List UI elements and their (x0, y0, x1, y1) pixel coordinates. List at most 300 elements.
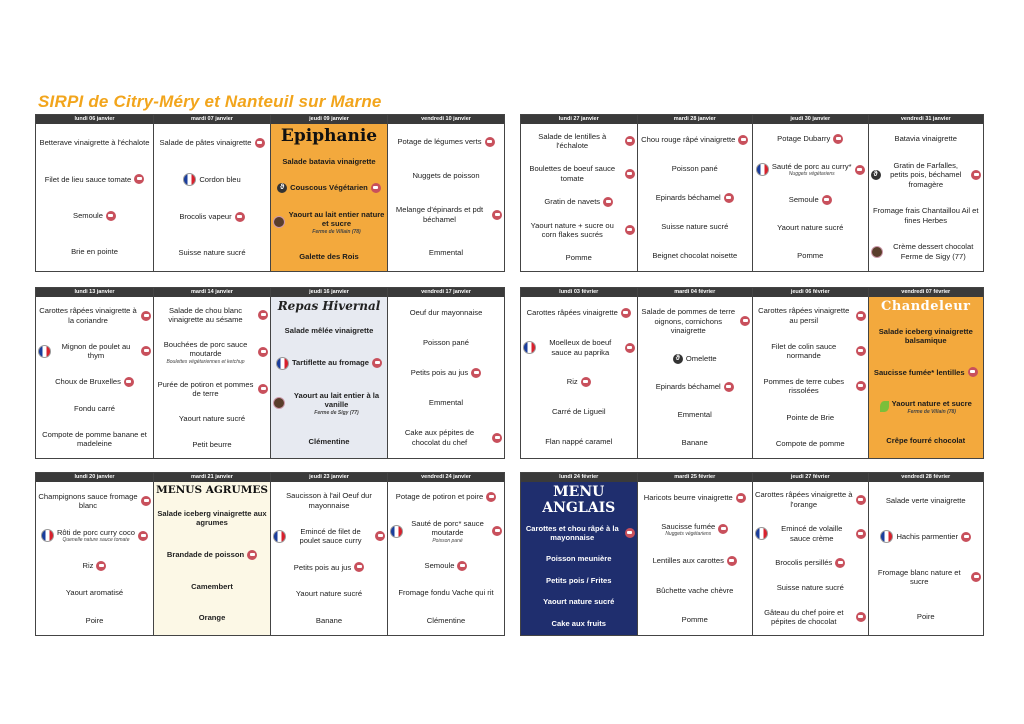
day-column (270, 473, 387, 635)
menu-item (523, 524, 635, 543)
day-header: jeudi 30 janvier (753, 115, 868, 124)
dish-name: Epinards béchamel (655, 381, 721, 391)
day-header: lundi 27 janvier (521, 115, 637, 124)
dish-name: Petits pois au jus (410, 368, 469, 378)
dish-name: Yaourt nature et sucre (891, 399, 972, 409)
pot-icon (258, 384, 268, 394)
french-flag-icon (390, 525, 403, 538)
menu-item (755, 583, 866, 593)
menu-item (273, 183, 385, 193)
menu-item (523, 575, 635, 585)
dish-name: Compote de pomme (775, 439, 845, 448)
dish-name: Fondu carré (74, 403, 115, 413)
menu-item (38, 430, 151, 449)
menu-item (156, 550, 268, 560)
french-flag-icon (183, 173, 196, 186)
day-column (752, 115, 868, 271)
dish-name: Salade de pâtes vinaigrette (159, 138, 252, 147)
dish-name: Suisse nature sucré (776, 583, 844, 593)
menu-item (755, 162, 866, 178)
day-header: lundi 06 janvier (36, 115, 153, 124)
menu-item (871, 612, 982, 622)
dish-alternative: Ferme de Villain (78) (312, 228, 361, 235)
dish-alternative: Quenelle nature sauce tomate (62, 537, 130, 544)
menu-item (390, 492, 502, 502)
menu-item (38, 174, 151, 184)
dish-name: Melange d'épinards et pdt béchamel (395, 205, 484, 224)
pot-icon (141, 311, 151, 321)
menu-item (38, 403, 151, 413)
pot-icon (235, 212, 245, 222)
menu-item (38, 588, 151, 598)
dish-name: Salade de pommes de terre oignons, cornichons vinaigrette (641, 307, 736, 336)
dish-name: Riz (82, 560, 94, 570)
dish-alternative: Boulettes végétariennes et ketchup (166, 358, 245, 365)
dish-name: Yaourt nature sucré (777, 223, 844, 233)
menu-item (273, 437, 385, 447)
pot-icon (833, 134, 843, 144)
menu-item (640, 135, 751, 145)
pot-icon (621, 308, 631, 318)
dish-name: Petits pois / Frites (546, 575, 612, 585)
menu-item (273, 391, 385, 416)
dish-name: Suisse nature sucré (178, 247, 246, 257)
menu-item (38, 377, 151, 387)
pot-icon (738, 135, 748, 145)
french-flag-icon (273, 530, 286, 543)
menu-item (273, 589, 385, 599)
dish-name: Semoule (424, 561, 455, 571)
pot-icon (258, 347, 268, 357)
menu-item (390, 338, 502, 348)
pot-icon (625, 136, 635, 146)
menu-item (390, 519, 502, 544)
dish-name: Yaourt au lait entier nature et sucre (288, 209, 385, 229)
dish-name: Haricots beurre vinaigrette (643, 492, 733, 502)
pot-icon (471, 368, 481, 378)
dish-name: Petit beurre (192, 439, 232, 449)
menu-item (871, 367, 982, 377)
dish-name: Emincé de filet de poulet sauce curry (299, 526, 362, 546)
day-column (36, 473, 153, 635)
menu-item (390, 368, 502, 378)
day-header: vendredi 31 janvier (869, 115, 984, 124)
menu-item (38, 342, 151, 361)
pot-icon (727, 556, 737, 566)
dish-name: Champignons sauce fromage blanc (38, 491, 138, 511)
french-flag-icon (755, 527, 768, 540)
day-header: mardi 07 janvier (154, 115, 270, 124)
pot-icon (492, 210, 502, 220)
dish-name: Brocolis persillés (775, 558, 833, 568)
dish-name: Hachis parmentier (896, 531, 959, 541)
pot-icon (138, 531, 148, 541)
menu-item (38, 247, 151, 257)
day-header: mardi 25 février (638, 473, 753, 482)
week-block (35, 287, 505, 459)
menu-item (390, 615, 502, 625)
dish-name: Yaourt nature sucré (178, 414, 246, 424)
dish-name: Omelette (685, 353, 717, 363)
day-header: lundi 13 janvier (36, 288, 153, 297)
theme-title: Repas Hivernal (277, 299, 381, 313)
week-block (520, 114, 984, 272)
menu-item (38, 615, 151, 625)
leaf-icon (880, 401, 889, 412)
day-column (637, 288, 753, 458)
menu-item (390, 137, 502, 147)
farm-icon (273, 397, 285, 409)
dish-name: Gâteau du chef poire et pépites de chocolat (764, 607, 844, 627)
day-header: lundi 03 février (521, 288, 637, 297)
dish-name: Orange (198, 613, 226, 623)
dish-name: Flan nappé caramel (545, 437, 613, 447)
pot-icon (856, 346, 866, 356)
vegetarian-icon: ϑ (871, 170, 881, 180)
menu-item (640, 438, 751, 448)
menu-item (523, 253, 635, 263)
pot-icon (625, 225, 635, 235)
day-column (153, 473, 270, 635)
dish-name: Bouchées de porc sauce moutarde (163, 339, 248, 359)
day-header: mardi 21 janvier (154, 473, 270, 482)
menu-item (871, 568, 982, 587)
menu-item (523, 221, 635, 240)
dish-name: Filet de colin sauce normande (771, 341, 837, 361)
menu-item (640, 556, 751, 566)
dish-name: Fromage frais Chantaillou Ail et fines Herbes (872, 206, 979, 225)
pot-icon (856, 381, 866, 391)
pot-icon (255, 138, 265, 148)
pot-icon (724, 193, 734, 203)
dish-name: Rôti de porc curry coco (56, 527, 136, 537)
dish-name: Pointe de Brie (786, 412, 835, 422)
dish-name: Moelleux de boeuf sauce au paprika (549, 338, 612, 357)
dish-name: Beignet chocolat noisette (652, 250, 738, 260)
dish-name: Poire (916, 611, 935, 621)
dish-name: Clémentine (308, 436, 350, 446)
dish-name: Mignon de poulet au thym (61, 341, 131, 361)
menu-item (755, 195, 866, 205)
dish-name: Couscous Végétarien (290, 183, 368, 193)
day-header: mardi 14 janvier (154, 288, 270, 297)
dish-name: Potage de légumes verts (397, 137, 482, 147)
dish-name: Tartiflette au fromage (291, 358, 370, 368)
menu-item (640, 522, 751, 538)
menu-item (640, 193, 751, 203)
dish-name: Saucisson à l'ail Oeuf dur mayonnaise (286, 491, 372, 510)
dish-name: Cordon bleu (199, 175, 241, 184)
dish-name: Sauté de porc* sauce moutarde (411, 518, 484, 538)
dish-name: Purée de potiron et pommes de terre (157, 379, 254, 399)
menu-item (273, 210, 385, 235)
pot-icon (724, 382, 734, 392)
menu-item (156, 581, 268, 591)
page-title: SIRPI de Citry-Méry et Nanteuil sur Marne (38, 92, 382, 111)
menu-item (156, 439, 268, 449)
menu-item (871, 161, 982, 190)
dish-name: Poisson pané (671, 163, 718, 173)
theme-title: Epiphanie (280, 126, 378, 146)
dish-name: Banane (681, 438, 708, 448)
menu-item (871, 399, 982, 415)
pot-icon (835, 558, 845, 568)
dish-name: Pommes de terre cubes rissolées (763, 376, 845, 396)
pot-icon (581, 377, 591, 387)
dish-name: Clémentine (426, 615, 466, 625)
day-header: vendredi 17 janvier (388, 288, 504, 297)
day-column (387, 115, 504, 271)
dish-name: Choux de Bruxelles (55, 377, 121, 387)
menu-item (38, 306, 151, 325)
menu-item (755, 439, 866, 449)
day-header: jeudi 06 février (753, 288, 868, 297)
menu-item (156, 138, 268, 148)
dish-name: Betterave vinaigrette à l'échalote (39, 138, 150, 148)
french-flag-icon (276, 357, 289, 370)
menu-item (640, 307, 751, 336)
french-flag-icon (756, 163, 769, 176)
day-column (521, 473, 637, 635)
french-flag-icon (38, 345, 51, 358)
menu-item (755, 223, 866, 233)
dish-name: Salade iceberg vinaigrette balsamique (878, 326, 973, 346)
pot-icon (822, 195, 832, 205)
dish-name: Epinards béchamel (655, 192, 721, 202)
day-header: lundi 24 février (521, 473, 637, 482)
dish-name: Salade mêlée vinaigrette (284, 325, 374, 335)
menu-item (156, 340, 268, 365)
pot-icon (134, 174, 144, 184)
menu-item (523, 377, 635, 387)
menu-item (523, 554, 635, 564)
pot-icon (485, 137, 495, 147)
dish-name: Petits pois au jus (293, 562, 352, 572)
day-column (270, 288, 387, 458)
pot-icon (371, 183, 381, 193)
pot-icon (961, 532, 971, 542)
dish-name: Poisson pané (422, 338, 470, 348)
day-column (521, 115, 637, 271)
menu-item (156, 247, 268, 257)
menu-item (640, 493, 751, 503)
menu-item (273, 357, 385, 370)
menu-item (38, 528, 151, 544)
dish-name: Fromage blanc nature et sucre (877, 567, 961, 587)
dish-name: Banane (315, 615, 343, 625)
menu-item (390, 588, 502, 598)
menu-item (755, 251, 866, 261)
dish-name: Potage Dubarry (777, 134, 831, 144)
day-column (387, 473, 504, 635)
farm-icon (871, 246, 883, 258)
dish-name: Brocolis vapeur (179, 212, 232, 221)
pot-icon (492, 526, 502, 536)
dish-name: Suisse nature sucré (661, 221, 729, 231)
menu-item (273, 562, 385, 572)
pot-icon (492, 433, 502, 443)
dish-name: Semoule (788, 195, 819, 205)
dish-name: Carottes et chou râpé à la mayonnaise (525, 523, 619, 543)
day-column (752, 473, 868, 635)
menu-item (273, 616, 385, 626)
pot-icon (247, 550, 257, 560)
menu-item (390, 171, 502, 181)
dish-name: Carottes râpées vinaigrette à l'orange (755, 490, 853, 509)
day-header: lundi 20 janvier (36, 473, 153, 482)
dish-name: Saucisse fumée (661, 521, 716, 531)
pot-icon (603, 197, 613, 207)
dish-name: Salade batavia vinaigrette (282, 156, 376, 166)
pot-icon (141, 496, 151, 506)
menu-item (273, 326, 385, 336)
dish-name: Carottes râpées vinaigrette au persil (758, 306, 850, 325)
dish-name: Brie en pointe (71, 247, 118, 257)
dish-name: Crêpe fourré chocolat (886, 436, 966, 446)
menu-item (871, 495, 982, 505)
menu-item (755, 412, 866, 422)
week-block (520, 472, 984, 636)
dish-name: Oeuf dur mayonnaise (409, 308, 483, 318)
dish-name: Filet de lieu sauce tomate (44, 174, 132, 184)
week-block (35, 114, 505, 272)
menu-item (390, 308, 502, 318)
menu-item (871, 242, 982, 261)
dish-name: Emincé de volaille sauce crème (781, 524, 843, 543)
day-header: jeudi 09 janvier (271, 115, 387, 124)
menu-item (523, 132, 635, 151)
dish-name: Pomme (681, 614, 708, 624)
dish-name: Camembert (191, 581, 233, 591)
dish-name: Crème dessert chocolat Ferme de Sigy (77) (893, 242, 974, 261)
menu-item (523, 597, 635, 607)
french-flag-icon (523, 341, 536, 354)
menu-item (156, 414, 268, 424)
menu-item (523, 407, 635, 417)
pot-icon (856, 495, 866, 505)
day-column (868, 115, 984, 271)
menu-item (640, 222, 751, 232)
dish-name: Cake aux pépites de chocolat du chef (404, 428, 475, 447)
menu-item (871, 327, 982, 346)
dish-name: Boulettes de boeuf sauce tomate (529, 164, 616, 183)
menu-item (156, 380, 268, 399)
dish-alternative: Nuggets végétariens (665, 531, 712, 538)
pot-icon (625, 169, 635, 179)
farm-icon (273, 216, 285, 228)
day-header: jeudi 23 janvier (271, 473, 387, 482)
dish-name: Salade iceberg vinaigrette aux agrumes (157, 508, 267, 528)
menu-item (871, 206, 982, 225)
day-header: vendredi 10 janvier (388, 115, 504, 124)
menu-item (390, 248, 502, 258)
day-header: mardi 28 janvier (638, 115, 753, 124)
menu-item (156, 212, 268, 222)
dish-name: Yaourt nature sucré (295, 589, 363, 599)
menu-item (390, 398, 502, 408)
menu-item (871, 436, 982, 446)
french-flag-icon (880, 530, 893, 543)
dish-alternative: Ferme de Sigy (77) (314, 409, 359, 416)
menu-item (523, 308, 635, 318)
dish-name: Batavia vinaigrette (894, 133, 957, 143)
menu-item (38, 211, 151, 221)
menu-item (871, 530, 982, 543)
menu-item (156, 173, 268, 186)
menu-item (755, 377, 866, 396)
day-column (36, 115, 153, 271)
menu-item (755, 342, 866, 361)
menu-item (523, 164, 635, 183)
dish-name: Lentilles aux carottes (652, 556, 724, 566)
menu-item (640, 614, 751, 624)
menu-item (755, 306, 866, 325)
pot-icon (258, 310, 268, 320)
pot-icon (625, 528, 635, 538)
vegetarian-icon: ϑ (277, 183, 287, 193)
pot-icon (968, 367, 978, 377)
dish-name: Carottes râpées vinaigrette (526, 308, 618, 318)
dish-name: Semoule (73, 210, 103, 220)
menu-item (273, 527, 385, 546)
pot-icon (856, 311, 866, 321)
dish-name: Yaourt nature + sucre ou corn flakes sucrés (530, 220, 614, 240)
day-column (36, 288, 153, 458)
pot-icon (855, 165, 865, 175)
menu-item (523, 338, 635, 357)
menu-item (38, 492, 151, 511)
dish-alternative: Poisson pané (432, 537, 463, 544)
dish-name: Fromage fondu Vache qui rit (398, 588, 494, 598)
menu-item (38, 561, 151, 571)
dish-name: Emmental (677, 410, 712, 420)
dish-name: Saucisse fumée* lentilles (873, 367, 965, 377)
dish-name: Yaourt nature sucré (543, 597, 615, 607)
dish-name: Poire (85, 615, 104, 625)
menu-item (640, 251, 751, 261)
pot-icon (96, 561, 106, 571)
dish-name: Compote de pomme banane et madeleine (42, 429, 147, 449)
menu-item (871, 134, 982, 144)
dish-name: Emmental (428, 398, 464, 408)
dish-name: Bûchette vache chèvre (656, 585, 734, 595)
dish-name: Poisson meunière (546, 554, 612, 564)
dish-name: Riz (566, 377, 578, 387)
menu-item (273, 491, 385, 510)
pot-icon (740, 316, 750, 326)
day-column (521, 288, 637, 458)
menu-item (390, 561, 502, 571)
pot-icon (856, 529, 866, 539)
theme-title: MENUS AGRUMES (156, 484, 268, 496)
day-header: vendredi 07 février (869, 288, 984, 297)
dish-alternative: Ferme de Villain (78) (907, 408, 956, 415)
day-header: jeudi 16 janvier (271, 288, 387, 297)
vegetarian-icon: ϑ (673, 354, 683, 364)
menu-item (156, 509, 268, 528)
menu-item (523, 437, 635, 447)
dish-name: Nuggets de poisson (412, 171, 480, 181)
week-block (35, 472, 505, 636)
dish-name: Emmental (428, 248, 464, 258)
pot-icon (372, 358, 382, 368)
day-column (637, 115, 753, 271)
dish-name: Salade de lentilles à l'échalote (538, 131, 607, 151)
dish-name: Yaourt aromatisé (65, 588, 124, 598)
dish-name: Pomme (565, 253, 592, 263)
menu-item (156, 613, 268, 623)
day-header: mardi 04 février (638, 288, 753, 297)
